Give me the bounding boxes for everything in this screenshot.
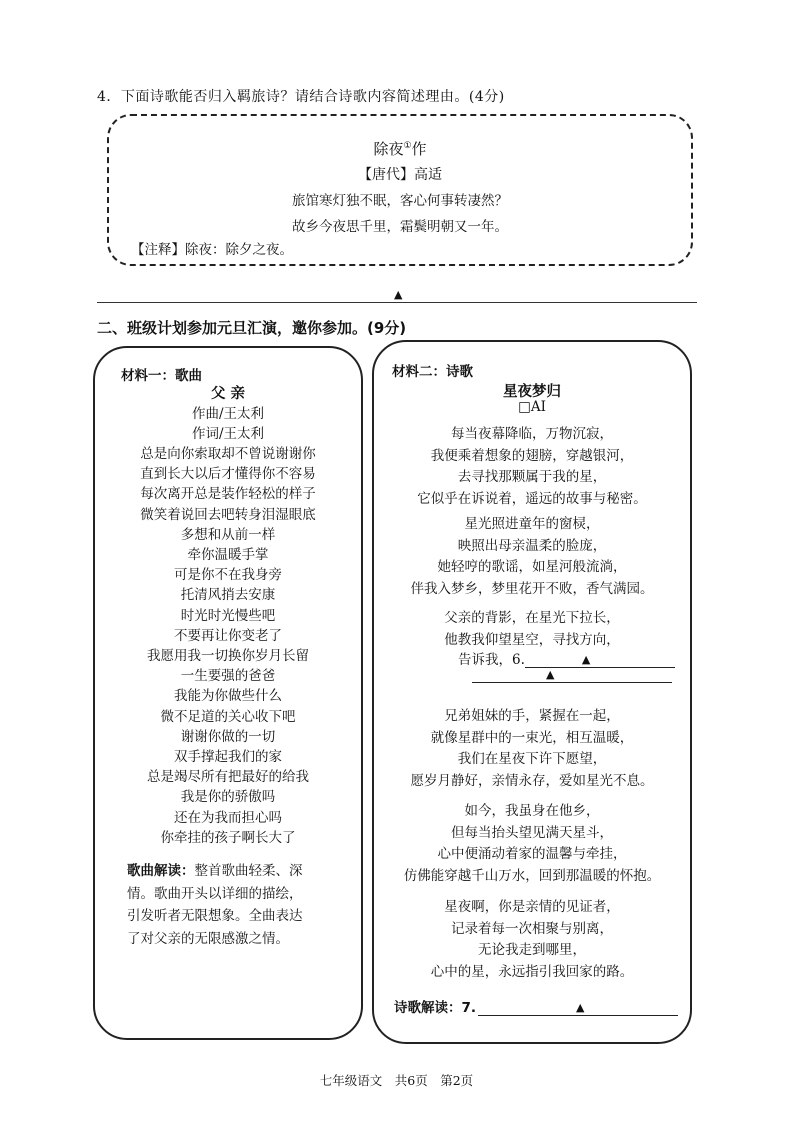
lyric-line: 谢谢你做的一切 — [180, 728, 276, 745]
poem-line-1: 旅馆寒灯独不眠，客心何事转凄然？ — [292, 193, 508, 209]
poem2-stanza6-line: 心中的星，永远指引我回家的路。 — [430, 963, 634, 980]
song-composer: 作曲/王太利 — [191, 406, 265, 422]
question-4-prompt: 4．下面诗歌能否归入羁旅诗？请结合诗歌内容简述理由。(4分) — [97, 89, 505, 105]
answer-marker-q4: ▲ — [394, 288, 403, 301]
section-2-heading: 二、班级计划参加元旦汇演，邀你参加。(9分) — [97, 319, 407, 337]
poem2-stanza3-line: 他教我仰望星空，寻找方向， — [444, 631, 620, 648]
poem2-stanza6-line: 记录着每一次相聚与别离， — [451, 920, 613, 937]
song-interpretation-line-2: 情。歌曲开头以详细的描绘， — [127, 885, 303, 902]
lyric-line: 你牵挂的孩子啊长大了 — [160, 829, 296, 846]
lyric-line: 还在为我而担心吗 — [174, 809, 282, 826]
poem-title-suffix: 作 — [411, 140, 427, 158]
blank-6-second-line[interactable] — [472, 664, 672, 683]
lyric-line: 微笑着说回去吧转身泪湿眼底 — [140, 506, 316, 523]
lyric-line: 多想和从前一样 — [180, 526, 276, 543]
lyric-line: 我愿用我一切换你岁月长留 — [147, 648, 309, 664]
song-interpretation — [127, 860, 349, 950]
poem2-stanza1-line: 每当夜幕降临，万物沉寂， — [451, 426, 613, 442]
song-interpretation-line-1: 整首歌曲轻柔、深 — [194, 863, 303, 879]
material-2-label: 材料二：诗歌 — [392, 364, 473, 380]
lyric-line: 每次离开总是装作轻松的样子 — [140, 486, 316, 503]
poem2-stanza5-line: 但每当抬头望见满天星斗， — [451, 824, 613, 841]
lyric-line: 可是你不在我身旁 — [174, 567, 282, 584]
lyric-line: 双手撑起我们的家 — [174, 749, 282, 765]
poem-line-2: 故乡今夜思千里，霜鬓明朝又一年。 — [292, 219, 508, 235]
material-1-label: 材料一：歌曲 — [121, 368, 202, 384]
poem2-stanza6-line: 星夜啊，你是亲情的见证者， — [444, 899, 620, 915]
poem-interpretation-label: 诗歌解读：7. — [394, 1000, 477, 1016]
lyric-line: 总是向你索取却不曾说谢谢你 — [140, 446, 316, 462]
answer-line-q4[interactable] — [97, 302, 697, 303]
poem2-stanza3-line: 父亲的背影，在星光下拉长， — [444, 610, 620, 626]
song-title: 父 亲 — [210, 386, 246, 402]
song-interpretation-line-3: 引发听者无限想象。全曲表达 — [127, 908, 303, 924]
poem-note-mark: ① — [403, 141, 412, 151]
song-lyricist: 作词/王太利 — [191, 426, 265, 442]
lyric-line: 时光时光慢些吧 — [180, 607, 276, 624]
lyric-line: 不要再让你变老了 — [174, 627, 282, 644]
song-interpretation-label: 歌曲解读： — [127, 863, 195, 879]
poem-box — [107, 114, 693, 266]
poem2-stanza5-line: 仿佛能穿越千山万水，回到那温暖的怀抱。 — [403, 867, 661, 884]
poem2-stanza5-line: 心中便涌动着家的温馨与牵挂， — [437, 846, 627, 862]
lyric-line: 直到长大以后才懂得你不容易 — [140, 466, 316, 483]
poem-title — [109, 138, 691, 159]
poem-annotation: 【注释】除夜：除夕之夜。 — [131, 242, 293, 258]
poem2-stanza1-line: 我便乘着想象的翅膀，穿越银河， — [430, 447, 634, 464]
material-1-box — [93, 346, 363, 1040]
blank-7-input[interactable] — [478, 999, 678, 1016]
poem2-author: □AI — [518, 399, 546, 415]
lyric-line: 一生要强的爸爸 — [180, 668, 276, 685]
page-footer: 七年级语文 共6页 第2页 — [319, 1073, 474, 1088]
blank-6-marker: ▲ — [581, 653, 591, 666]
blank-6-prefix: 告诉我，6. — [458, 652, 525, 668]
lyric-line: 托清风捎去安康 — [180, 587, 276, 604]
blank-6-second-marker: ▲ — [546, 668, 555, 681]
poem2-stanza4-line: 我们在星夜下许下愿望， — [457, 751, 607, 767]
poem2-stanza2-line: 伴我入梦乡，梦里花开不败，香气满园。 — [410, 580, 654, 597]
poem-author: 【唐代】高适 — [358, 167, 442, 183]
poem2-stanza1-line: 去寻找那颗属于我的星， — [457, 469, 607, 485]
lyric-line: 我能为你做些什么 — [174, 688, 282, 705]
blank-7-marker: ▲ — [576, 1001, 585, 1014]
poem-title-text: 除夜 — [373, 140, 404, 158]
poem2-stanza5-line: 如今，我虽身在他乡， — [464, 803, 600, 819]
poem2-stanza4-line: 愿岁月静好，亲情永存，爱如星光不息。 — [410, 772, 654, 789]
poem-interpretation-row — [394, 996, 678, 1016]
poem2-stanza2-line: 映照出母亲温柔的脸庞， — [457, 537, 607, 554]
poem2-stanza6-line: 无论我走到哪里， — [478, 942, 586, 958]
lyric-line: 总是竭尽所有把最好的给我 — [147, 769, 309, 786]
poem2-stanza4-line: 兄弟姐妹的手，紧握在一起， — [444, 708, 620, 724]
poem2-title: 星夜梦归 — [503, 384, 561, 400]
poem2-stanza2-line: 她轻哼的歌谣，如星河般流淌， — [437, 559, 627, 575]
lyric-line: 我是你的骄傲吗 — [180, 789, 276, 806]
poem2-stanza2-line: 星光照进童年的窗棂， — [464, 516, 600, 532]
lyric-line: 微不足道的关心收下吧 — [160, 708, 296, 725]
material-2-box — [372, 340, 692, 1044]
poem2-stanza1-line: 它似乎在诉说着，遥远的故事与秘密。 — [417, 490, 647, 507]
song-interpretation-line-4: 了对父亲的无限感激之情。 — [127, 930, 289, 947]
poem2-stanza4-line: 就像星群中的一束光，相互温暖， — [430, 729, 634, 746]
lyric-line: 牵你温暖手掌 — [187, 547, 269, 563]
